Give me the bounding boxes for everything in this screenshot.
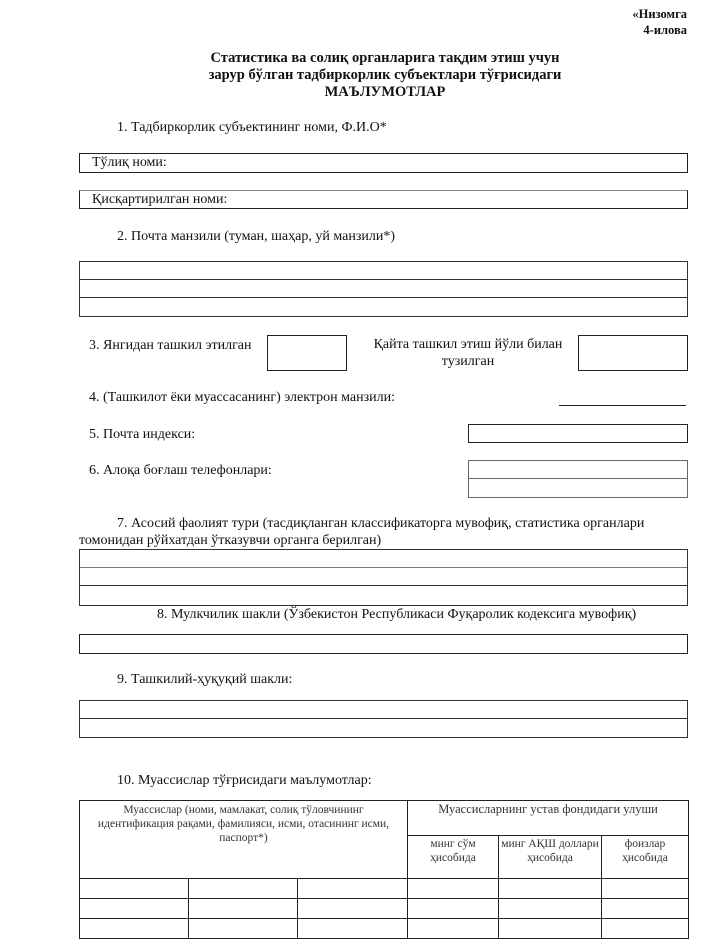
table-cell[interactable] xyxy=(408,899,499,919)
phone-row-2[interactable] xyxy=(469,479,687,497)
table-cell[interactable] xyxy=(80,879,189,899)
table-cell[interactable] xyxy=(189,879,298,899)
short-name-label: Қисқартирилган номи: xyxy=(92,191,228,207)
document-title xyxy=(150,50,620,101)
section-2-label: 2. Почта манзили (туман, шаҳар, уй манзили*) xyxy=(117,229,395,244)
section-5-label: 5. Почта индекси: xyxy=(89,427,196,442)
table-cell[interactable] xyxy=(80,919,189,939)
short-name-field[interactable] xyxy=(79,190,688,209)
annex-line-1: «Низомга xyxy=(632,7,687,21)
table-cell[interactable] xyxy=(602,879,689,899)
table-cell[interactable] xyxy=(408,879,499,899)
main-activity-row-2[interactable] xyxy=(80,568,687,586)
legal-form-row-2[interactable] xyxy=(80,719,687,737)
reorganized-label-line-1: Қайта ташкил этиш йўли билан xyxy=(373,337,563,352)
reorganized-label xyxy=(358,336,578,370)
newly-created-checkbox[interactable] xyxy=(267,335,347,371)
table-cell[interactable] xyxy=(602,899,689,919)
section-4-label: 4. (Ташкилот ёки муассасанинг) электрон манзили: xyxy=(89,390,395,405)
section-8-label: 8. Мулкчилик шакли (Ўзбекистон Республикаси Фуқаролик кодексига мувофиқ) xyxy=(157,607,637,622)
section-9-label: 9. Ташкилий-ҳуқуқий шакли: xyxy=(117,672,293,687)
ownership-form-field[interactable] xyxy=(79,634,688,654)
title-line-1: Статистика ва солиқ органларига тақдим этиш учун xyxy=(210,50,560,66)
phone-rows xyxy=(468,460,688,498)
sub-header-percent: фоизлар ҳисобида xyxy=(602,836,689,879)
legal-form-rows xyxy=(79,700,688,738)
founders-table xyxy=(79,800,689,939)
postal-address-rows xyxy=(79,261,688,317)
full-name-label: Тўлиқ номи: xyxy=(92,155,167,170)
newly-created-label: 3. Янгидан ташкил этилган xyxy=(89,338,252,353)
sub-header-sum: минг сўм ҳисобида xyxy=(408,836,499,879)
table-cell[interactable] xyxy=(499,879,602,899)
section-7-label-line-2: томонидан рўйхатдан ўтказувчи органга берилган) xyxy=(79,533,382,548)
main-activity-rows xyxy=(79,549,688,606)
section-7-label-line-1: 7. Асосий фаолият тури (тасдиқланган классификаторга мувофиқ, статистика органлари xyxy=(117,516,645,531)
table-cell[interactable] xyxy=(298,919,408,939)
table-row xyxy=(80,919,689,939)
main-activity-row-3[interactable] xyxy=(80,586,687,604)
table-row xyxy=(80,899,689,919)
email-input-line[interactable] xyxy=(559,405,686,406)
phone-row-1[interactable] xyxy=(469,461,687,479)
table-row xyxy=(80,879,689,899)
annex-reference xyxy=(632,6,687,38)
title-line-2: зарур бўлган тадбиркорлик субъектлари тўғрисидаги xyxy=(208,67,562,83)
table-cell[interactable] xyxy=(189,919,298,939)
table-cell[interactable] xyxy=(499,899,602,919)
table-cell[interactable] xyxy=(499,919,602,939)
reorganized-checkbox[interactable] xyxy=(578,335,688,371)
main-activity-row-1[interactable] xyxy=(80,550,687,568)
full-name-field[interactable] xyxy=(79,153,688,173)
sub-header-usd: минг АҚШ доллари ҳисобида xyxy=(499,836,602,879)
legal-form-row-1[interactable] xyxy=(80,701,687,719)
annex-line-2: 4-илова xyxy=(643,23,687,37)
postal-address-row-2[interactable] xyxy=(80,280,687,298)
table-cell[interactable] xyxy=(189,899,298,919)
section-1-label: 1. Тадбиркорлик субъектининг номи, Ф.И.О* xyxy=(117,120,387,135)
postal-index-field[interactable] xyxy=(468,424,688,443)
founders-header: Муассислар (номи, мамлакат, солиқ тўловчининг идентификация рақами, фамилияси, исми, отасининг исми, паспорт*) xyxy=(80,801,408,879)
table-cell[interactable] xyxy=(298,879,408,899)
share-header: Муассисларнинг устав фондидаги улуши xyxy=(408,801,689,836)
reorganized-label-line-2: тузилган xyxy=(441,354,495,369)
table-cell[interactable] xyxy=(408,919,499,939)
section-10-label: 10. Муассислар тўғрисидаги маълумотлар: xyxy=(117,773,372,788)
postal-address-row-3[interactable] xyxy=(80,298,687,316)
table-cell[interactable] xyxy=(298,899,408,919)
section-6-label: 6. Алоқа боғлаш телефонлари: xyxy=(89,463,272,478)
table-cell[interactable] xyxy=(80,899,189,919)
table-cell[interactable] xyxy=(602,919,689,939)
postal-address-row-1[interactable] xyxy=(80,262,687,280)
title-line-3: МАЪЛУМОТЛАР xyxy=(324,84,446,100)
